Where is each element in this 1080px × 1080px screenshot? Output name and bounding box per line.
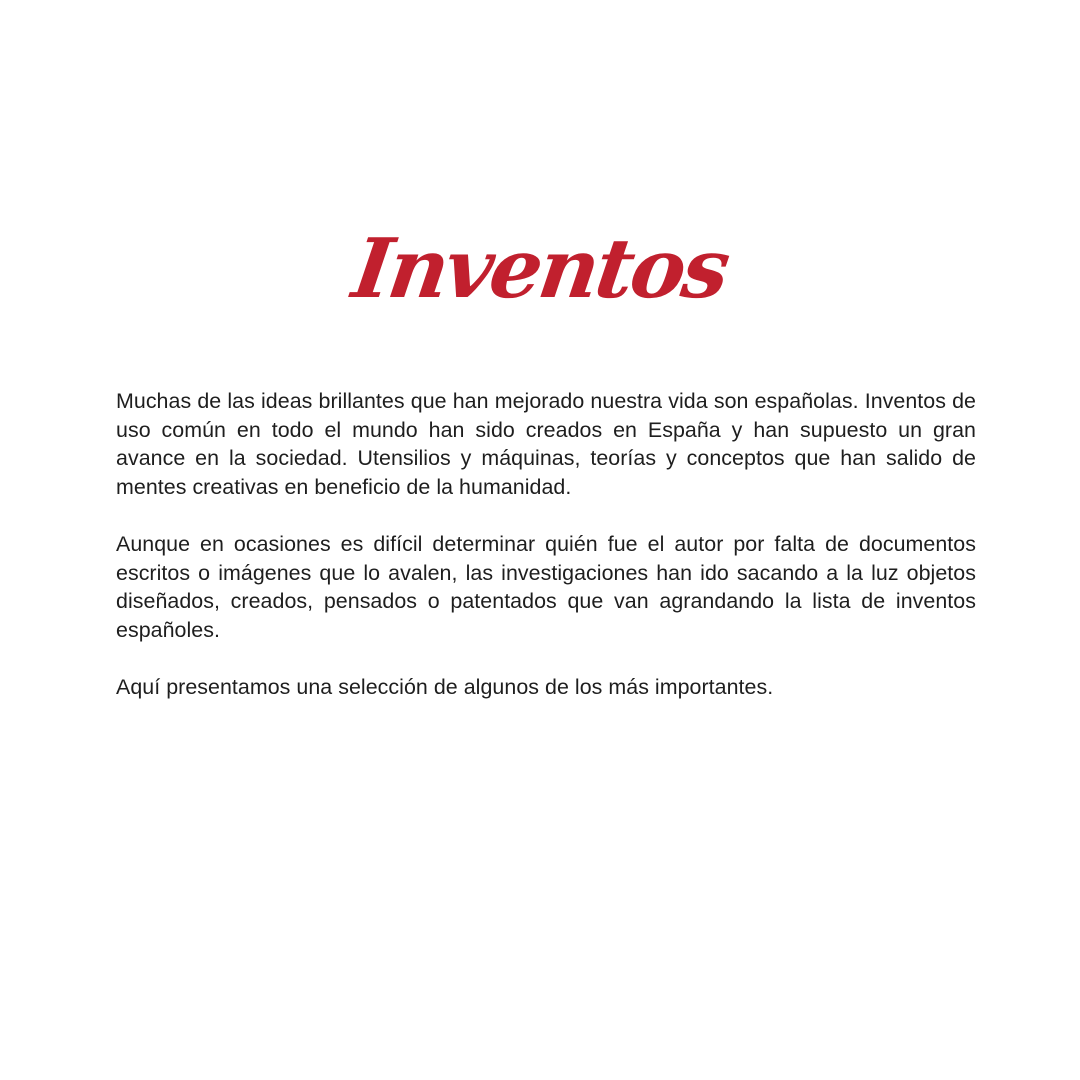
- paragraph-3: Aquí presentamos una selección de algunos de los más importantes.: [116, 674, 774, 699]
- paragraph-2: Aunque en ocasiones es difícil determinar quién fue el autor por falta de documentos escritos o imágenes que lo avalen, las investigaciones han ido sacando a la luz objetos diseñados, creados, pensados o patentados que van agrandando la lista de inventos españoles.: [116, 531, 976, 642]
- paragraph-1: Muchas de las ideas brillantes que han mejorado nuestra vida son españolas. Inventos de uso común en todo el mundo han sido creados en España y han supuesto un gran avance en la sociedad. Utensilios y máquinas, teorías y conceptos que han salido de mentes creativas en beneficio de la humanidad.: [116, 389, 976, 499]
- intro-text: [116, 387, 976, 702]
- page-title: Inventos: [347, 221, 733, 317]
